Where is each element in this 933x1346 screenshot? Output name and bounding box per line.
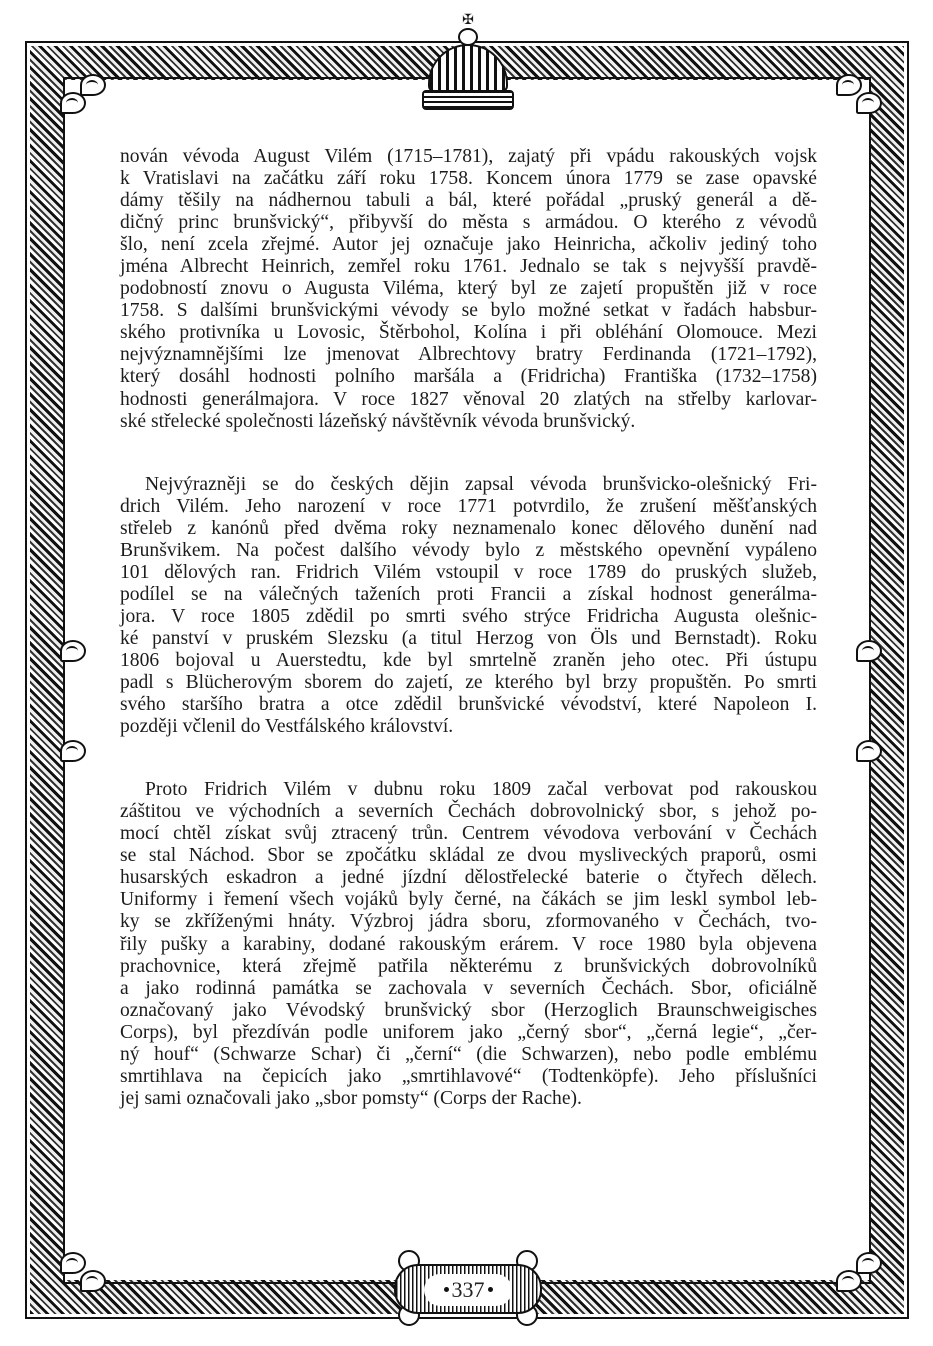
text-line: ské střelecké společnosti lázeňský návštěvník vévoda brunšvický. [120,410,636,432]
leaf-ornament-icon [80,1270,106,1292]
text-line: Brunšvikem. Na počest dalšího vévody bylo z městského opevnění vypáleno [120,539,817,561]
text-line: střeleb z kanónů před dvěma roky neznamenalo konec dělového dunění nad [120,517,817,539]
leaf-ornament-icon [836,1270,862,1292]
text-line: Corps), byl přezdíván podle uniforem jako „černý sbor“, „černá legie“, „čer- [120,1021,817,1043]
text-line: Nejvýrazněji se do českých dějin zapsal vévoda brunšvicko-olešnický Fri- [145,473,817,495]
text-line: označovaný jako Vévodský brunšvický sbor (Herzoglich Braunschweigisches [120,999,817,1021]
text-line: 101 dělových ran. Fridrich Vilém vstoupil v roce 1789 do pruských služeb, [120,561,817,583]
text-line: Uniformy i řemení všech vojáků byly černé, na čákách se jim leskl symbol leb- [120,889,817,911]
text-line: jména Albrecht Heinrich, zemřel roku 1761. Jednalo se tak s nejvyšší pravdě- [120,256,817,278]
cross-icon: ✠ [462,12,474,28]
paragraph-2 [120,474,817,739]
body-text [120,146,817,1110]
text-line: podílel se na válečných taženích proti Francii a získal hodnost generálma- [120,583,817,605]
leaf-ornament-icon [80,74,106,96]
text-line: podobností znovu o Augusta Viléma, který byl ze zajetí propuštěn již v roce [120,278,817,300]
leaf-ornament-icon [60,740,86,762]
text-line: řily pušky a karabiny, dodané rakouským erárem. V roce 1980 byla objevena [120,933,817,955]
leaf-ornament-icon [856,1252,882,1274]
text-line: záštitou ve východních a severních Čechách dobrovolnický sbor, s jehož po- [120,801,817,823]
paragraph-3 [120,779,817,1110]
text-line: později včlenil do Vestfálského království. [120,716,454,738]
text-line: ky se zkříženými hnáty. Výzbroj jádra sboru, zformovaného v Čechách, tvo- [120,911,817,933]
text-line: ké panství v pruském Slezsku (a titul Herzog von Öls und Bernstadt). Roku [120,627,817,649]
text-line: šlo, není zcela zřejmé. Autor jej označuje jako Heinricha, ačkoliv jediný toho [120,234,817,256]
leaf-ornament-icon [60,1252,86,1274]
page-number-cartouche [378,1250,558,1328]
leaf-ornament-icon [836,74,862,96]
text-line: smrtihlava na čepicích jako „smrtihlavové“ (Todtenköpfe). Jeho příslušníci [120,1065,817,1087]
text-line: a jako rodinná památka se zachovala v severních Čechách. Sbor, oficiálně [120,977,817,999]
text-line: se stal Náchod. Sbor se zpočátku skládal ze dvou mysliveckých praporů, osmi [120,845,817,867]
page-number: 337 [451,1277,485,1302]
text-line: dámy těšily na nádhernou tabuli a bál, které pořádal „pruský generál a dě- [120,190,817,212]
text-line: jej sami označovali jako „sbor pomsty“ (Corps der Rache). [120,1087,582,1109]
text-line: husarských eskadron a jedné jízdní dělostřelecké baterie o čtyřech dělech. [120,867,817,889]
text-line: který dosáhl hodnosti polního maršála a (Fridricha) Františka (1732–1758) [120,366,817,388]
text-line: hodnosti generálmajora. V roce 1827 věnoval 20 zlatých na střelby karlovar- [120,388,817,410]
crown-icon [420,14,516,114]
text-line: jora. V roce 1805 zdědil po smrti svého strýce Fridricha Augusta olešnic- [120,605,817,627]
leaf-ornament-icon [856,740,882,762]
crown-arches [428,44,508,92]
text-line: k Vratislavi na začátku září roku 1758. Koncem února 1779 se zase opavské [120,168,817,190]
text-line: padl s Blücherovým sborem do zajetí, ze kterého byl brzy propuštěn. Po smrti [120,672,817,694]
text-line: ského protivníka u Lovosic, Štěrbohol, Kolína i při obléhání Olomouce. Mezi [120,322,817,344]
text-line: dičný princ brunšvický“, přibyvší do města s armádou. O kterého z vévodů [120,212,817,234]
text-line: 1806 bojoval u Auerstedtu, kde byl smrtelně zraněn jeho otec. Při ústupu [120,649,817,671]
text-line: Proto Fridrich Vilém v dubnu roku 1809 začal verbovat pod rakouskou [145,779,817,801]
leaf-ornament-icon [856,92,882,114]
leaf-ornament-icon [856,640,882,662]
text-line: nován vévoda August Vilém (1715–1781), zajatý při vpádu rakouských vojsk [120,146,817,167]
paragraph-1 [120,146,817,433]
leaf-ornament-icon [60,640,86,662]
text-line: mocí chtěl získat svůj ztracený trůn. Centrem vévodova verbování v Čechách [120,823,817,845]
text-line: prachovnice, která zřejmě patřila některému z brunšvických dobrovolníků [120,955,817,977]
text-line: nejvýznamnějšími lze jmenovat Albrechtovy bratry Ferdinanda (1721–1792), [120,344,817,366]
leaf-ornament-icon [60,92,86,114]
text-line: svého staršího bratra a otce zdědil brunšvické vévodství, které Napoleon I. [120,694,817,716]
text-line: 1758. S dalšími brunšvickými vévody se bylo možné setkat v řadách habsbur- [120,300,817,322]
text-line: drich Vilém. Jeho narození v roce 1771 potvrdilo, že zrušení měšťanských [120,495,817,517]
crown-band [422,90,514,110]
text-line: ný houf“ (Schwarze Schar) či „černí“ (die Schwarzen), nebo podle emblému [120,1043,817,1065]
